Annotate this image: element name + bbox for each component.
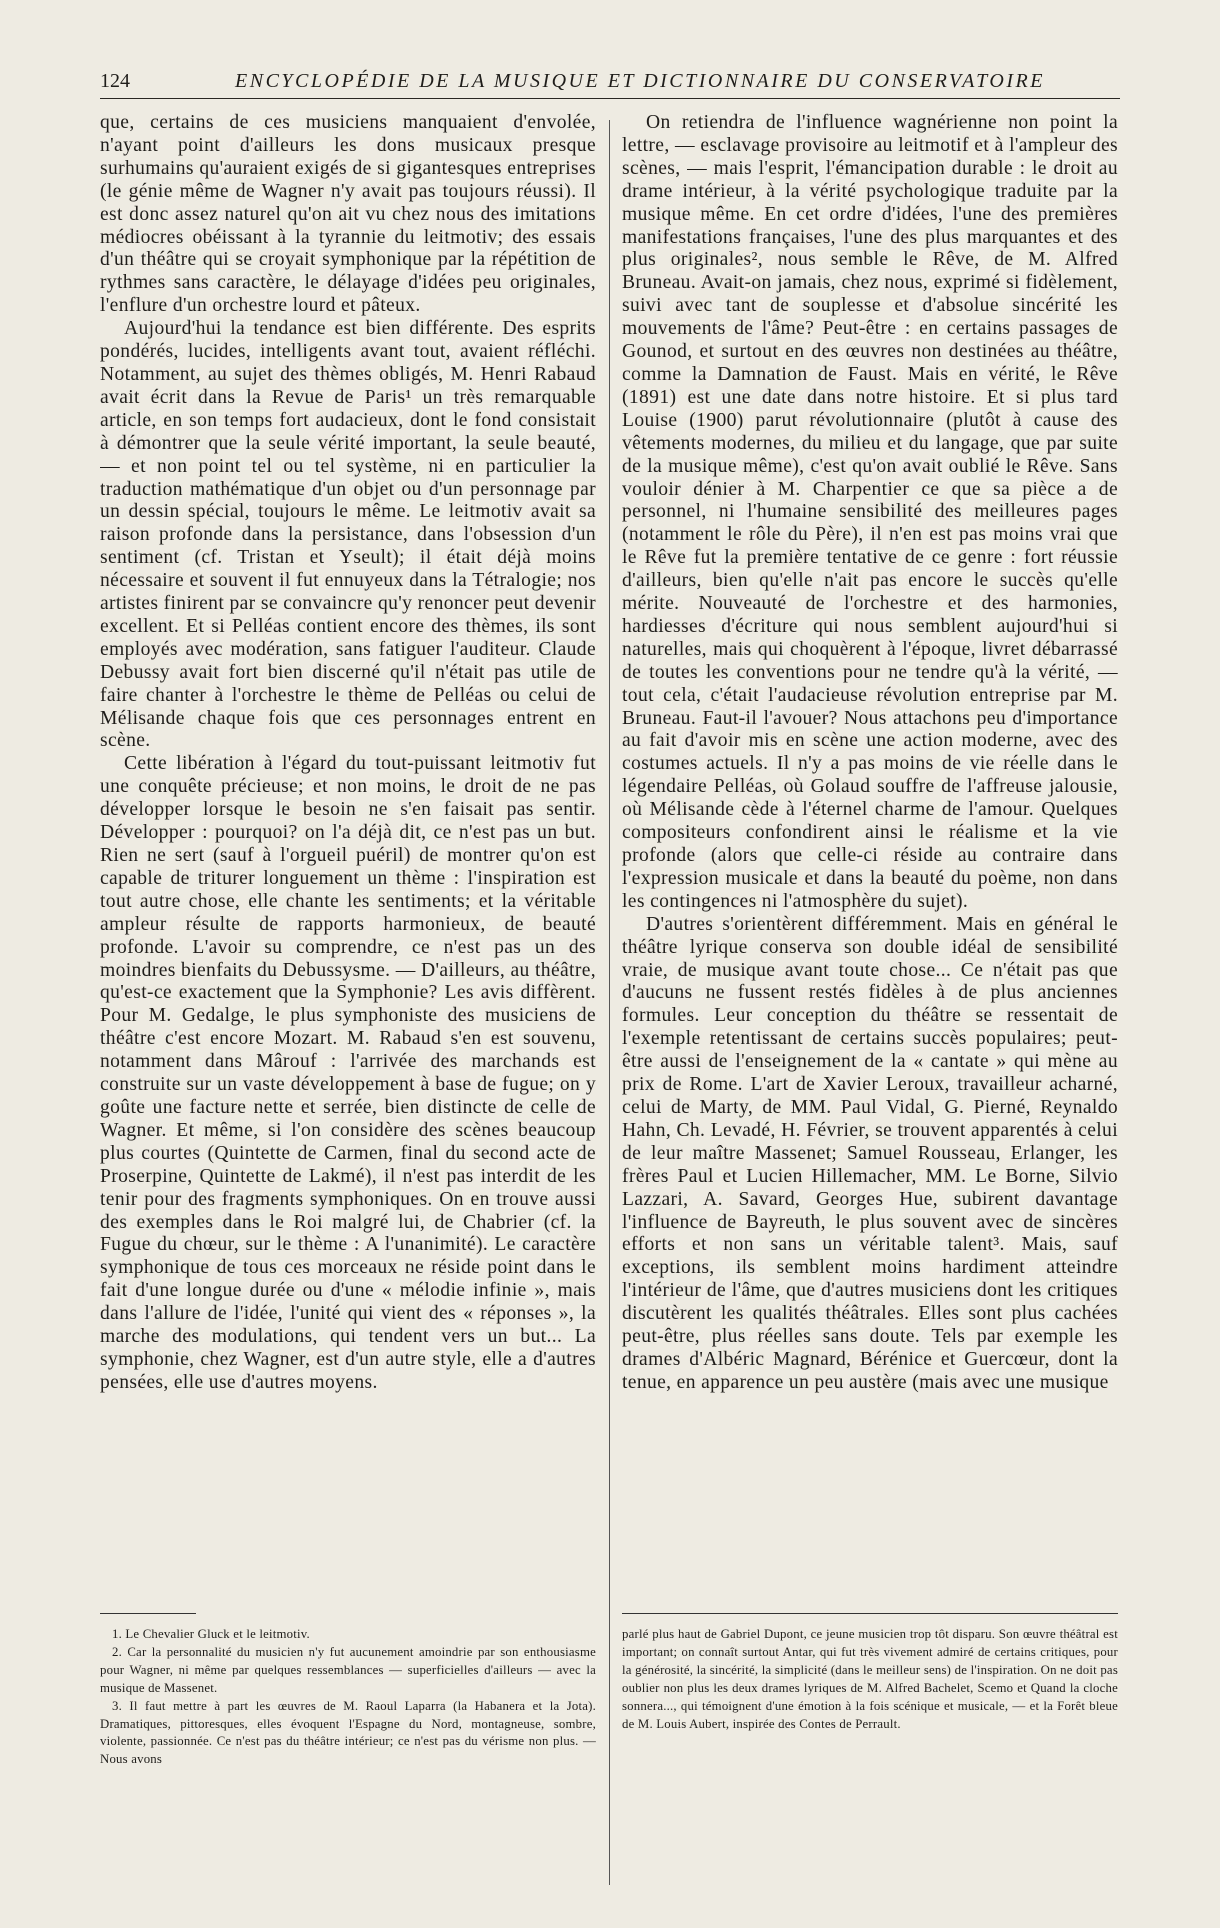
paragraph: Cette libération à l'égard du tout-puissant leitmotiv fut une conquête précieuse; et non moins, le droit de ne pas développer lorsque le besoin ne s'en faisait pas sentir. Développer : pourquoi? on l'a déjà dit, ce n'est pas un but. Rien ne sert (sauf à l'orgueil puéril) de montrer qu'on est capable de triturer longuement un thème : l'inspiration est tout autre chose, elle chante les sentiments; et la véritable ampleur résulte de rapports harmonieux, de beauté profonde. L'avoir su comprendre, ce n'est pas un des moindres bienfaits du Debussysme. — D'ailleurs, au théâtre, qu'est-ce exactement que la Symphonie? Les avis diffèrent. Pour M. Gedalge, le plus symphoniste des musiciens de théâtre c'est encore Mozart. M. Rabaud s'en est souvenu, notamment dans Mârouf : l'arrivée des marchands est construite sur un vaste développement à base de fugue; on y goûte une facture nette et serrée, bien distincte de celle de Wagner. Et même, si l'on considère des scènes beaucoup plus courtes (Quintette de Carmen, final du second acte de Proserpine, Quintette de Lakmé), il n'est pas interdit de les tenir pour des fragments symphoniques. On en trouve aussi des exemples dans le Roi malgré lui, de Chabrier (cf. la Fugue du chœur, sur le thème : A l'unanimité). Le caractère symphonique de tous ces morceaux ne réside point dans le fait d'une longue durée ou d'une « mélodie infinie », mais dans l'allure de l'idée, l'unité qui vient des « réponses », la marche des modulations, qui tendent vers un but... La symphonie, chez Wagner, est d'un autre style, elle a d'autres pensées, elle use d'autres moyens. [100, 753, 596, 1393]
footnotes [100, 1626, 596, 1769]
right-column [622, 112, 1118, 1733]
footnotes-continued [622, 1626, 1118, 1733]
paragraph: Aujourd'hui la tendance est bien différente. Des esprits pondérés, lucides, intelligents avant tout, avaient réfléchi. Notamment, au sujet des thèmes obligés, M. Henri Rabaud avait écrit dans la Revue de Paris¹ un très remarquable article, en son temps fort audacieux, dont le fond consistait à démontrer que la seule vérité important, la seule beauté, — et non point tel ou tel système, ni en particulier la traduction mathématique d'un objet ou d'un personnage par un dessin spécial, toujours le même. Le leitmotiv avait sa raison profonde dans la persistance, dans l'obsession d'un sentiment (cf. Tristan et Yseult); il était déjà moins nécessaire et souvent il fut ennuyeux dans la Tétralogie; nos artistes finirent par se convaincre qu'y renoncer peut devenir excellent. Et si Pelléas contient encore des thèmes, ils sont employés avec modération, sans fatiguer l'auditeur. Claude Debussy avait fort bien discerné qu'il n'était pas utile de faire chanter à l'orchestre le thème de Pelléas ou celui de Mélisande chaque fois que ces personnages entrent en scène. [100, 318, 596, 752]
column-divider [609, 120, 610, 1885]
footnote-continuation: parlé plus haut de Gabriel Dupont, ce jeune musicien trop tôt disparu. Son œuvre théâtral est important; on connaît surtout Antar, qui fut très vivement admiré de certains critiques, pour la générosité, la sincérité, la simplicité (dans le meilleur sens) de l'inspiration. On ne doit pas oublier non plus les deux drames lyriques de M. Alfred Bachelet, Scemo et Quand la cloche sonnera..., qui témoignent d'une émotion à la fois scénique et musicale, — et la Forêt bleue de M. Louis Aubert, inspirée des Contes de Perrault. [622, 1627, 1118, 1731]
right-body-text [622, 112, 1118, 1598]
footnote: 2. Car la personnalité du musicien n'y fut aucunement amoindrie par son enthousiasme pour Wagner, ni même par quelques ressemblances — superficielles d'ailleurs — avec la musique de Massenet. [100, 1644, 596, 1695]
paragraph: que, certains de ces musiciens manquaient d'envolée, n'ayant point d'ailleurs les dons musicaux presque surhumains qu'auraient exigés de si gigantesques entreprises (le génie même de Wagner n'y avait pas toujours réussi). Il est donc assez naturel qu'on ait vu chez nous des imitations médiocres obéissant à la tyrannie du leitmotiv; des essais d'un théâtre qui se croyait symphonique par la répétition de rythmes sans caractère, le délayage d'idées peu originales, l'enflure d'un orchestre lourd et pâteux. [100, 112, 596, 317]
footnote-divider [100, 1613, 196, 1614]
left-column [100, 112, 596, 1769]
left-body-text [100, 112, 596, 1598]
footnote: 1. Le Chevalier Gluck et le leitmotiv. [112, 1627, 310, 1641]
paragraph: D'autres s'orientèrent différemment. Mais en général le théâtre lyrique conserva son double idéal de sensibilité vraie, de musique avant toute chose... Ce n'était pas que d'aucuns ne fussent restés fidèles à de plus anciennes formules. Leur conception du théâtre se ressentait de l'exemple retentissant de certains succès populaires; peut-être aussi de l'enseignement de la « cantate » qui mène au prix de Rome. L'art de Xavier Leroux, travailleur acharné, celui de Marty, de MM. Paul Vidal, G. Pierné, Reynaldo Hahn, Ch. Levadé, H. Février, se trouvent apparentés à celui de leur maître Massenet; Samuel Rousseau, Erlanger, les frères Paul et Lucien Hillemacher, MM. Le Borne, Silvio Lazzari, A. Savard, Georges Hue, subirent davantage l'influence de Bayreuth, le plus souvent avec de sincères efforts et non sans un véritable talent³. Mais, sauf exceptions, ils semblent moins hardiment atteindre l'intérieur de l'âme, que d'autres musiciens dont les critiques discutèrent les qualités théâtrales. Elles sont plus cachées peut-être, plus réelles sans doute. Tels par exemple les drames d'Albéric Magnard, Bérénice et Guercœur, dont la tenue, en apparence un peu austère (mais avec une musique [622, 913, 1118, 1393]
running-title: ENCYCLOPÉDIE DE LA MUSIQUE ET DICTIONNAIRE DU CONSERVATOIRE [235, 70, 1045, 92]
footnote: 3. Il faut mettre à part les œuvres de M. Raoul Laparra (la Habanera et la Jota). Dramatiques, pittoresques, elles évoquent l'Espagne du Nord, montagneuse, sombre, violente, passionnée. Ce n'est pas du théâtre intérieur; ce n'est pas du vérisme non plus. — Nous avons [100, 1698, 596, 1767]
paragraph: On retiendra de l'influence wagnérienne non point la lettre, — esclavage provisoire au leitmotif et à l'ampleur des scènes, — mais l'esprit, l'émancipation durable : le droit au drame intérieur, à la vérité psychologique traduite par la musique même. En cet ordre d'idées, l'une des premières manifestations françaises, l'une des plus marquantes et des plus originales², nous semble le Rêve, de M. Alfred Bruneau. Avait-on jamais, chez nous, exprimé si fidèlement, suivi avec tant de souplesse et d'absolue sincérité les mouvements de l'âme? Peut-être : en certains passages de Gounod, et surtout en des œuvres non destinées au théâtre, comme la Damnation de Faust. Mais en vérité, le Rêve (1891) est une date dans notre histoire. Et si plus tard Louise (1900) parut révolutionnaire (plutôt à cause des vêtements modernes, du milieu et du langage, que par suite de la musique même), c'est qu'on avait oublié le Rêve. Sans vouloir dénier à M. Charpentier ce que sa pièce a de personnel, ni l'humaine sensibilité des meilleures pages (notamment le rôle du Père), il n'en est pas moins vrai que le Rêve fut la première tentative de ce genre : fort réussie d'ailleurs, bien qu'elle n'ait pas encore le succès qu'elle mérite. Nouveauté de l'orchestre et des harmonies, hardiesses d'écriture qui nous semblent aujourd'hui si naturelles, mais qui choquèrent à l'époque, livret débarrassé de toutes les conventions pour ne tendre qu'à la vérité, — tout cela, c'était l'audacieuse révolution entreprise par M. Bruneau. Faut-il l'avouer? Nous attachons peu d'importance au fait d'avoir mis en scène une action moderne, avec des costumes actuels. Il n'y a pas moins de vie réelle dans le légendaire Pelléas, où Golaud souffre de l'affreuse jalousie, où Mélisande cède à l'éternel charme de l'amour. Quelques compositeurs confondirent ainsi le réalisme et la vie profonde (alors que celle-ci réside au contraire dans l'expression musicale et dans la beauté du poème, non dans les contingences ni l'atmosphère du sujet). [622, 112, 1118, 912]
page-number: 124 [100, 70, 130, 92]
page-header [100, 68, 1120, 99]
footnote-divider [622, 1613, 1118, 1614]
